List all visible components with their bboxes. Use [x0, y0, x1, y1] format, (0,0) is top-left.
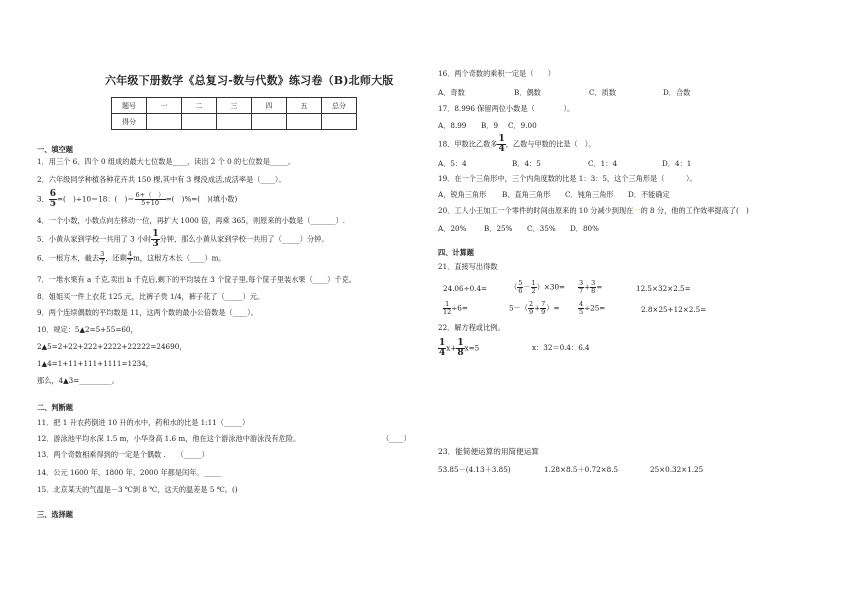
q18-fraction: [497, 135, 505, 154]
question-18: [438, 135, 596, 154]
q5-fraction: [151, 230, 159, 249]
q18-option-b: B．4：5: [512, 159, 541, 168]
page-title: 六年级下册数学《总复习-数与代数》练习卷（B)北师大版: [105, 74, 394, 87]
q18-option-d: D．4：1: [662, 159, 692, 168]
question-10-line-4: 那么，4▲3=_________。: [37, 376, 119, 385]
q20-suffix: 的 8 分，他的工作效率提高了( ): [640, 206, 749, 215]
fraction-denominator: 5+10: [141, 199, 159, 207]
calc-text: ）×30=: [536, 282, 566, 292]
fraction-denominator: 7: [579, 287, 584, 295]
fraction-numerator: 1: [498, 134, 505, 144]
fraction-numerator: 1: [439, 338, 446, 348]
calc-text: （: [510, 282, 518, 292]
calc-item-h: 2.8×25+12×2.5=: [641, 305, 707, 314]
q20-option-a: A．20%: [438, 224, 467, 233]
calc-item-g: [578, 301, 605, 316]
fraction-numerator: 7: [541, 300, 546, 308]
fraction-numerator: 3: [579, 279, 584, 287]
calc-item-c: [578, 280, 602, 295]
question-10: 10．规定：5▲2=5+55=60，: [37, 325, 138, 334]
question-12-answer-blank: （____）: [382, 434, 411, 443]
question-7: 7．一堆水果有 a 千克,卖出 b 千克后,剩下的平均装在 3 个筐子里,每个筐子里装水果（____）千克。: [37, 275, 356, 284]
question-12: 12．游泳池平均水深 1.5 m，小华身高 1.6 m，他在这个游泳池中游泳没有危险。: [37, 434, 301, 443]
q3-suffix: =( )%=( )(填小数): [165, 194, 238, 204]
equation-text: x=5: [464, 343, 480, 353]
fraction-numerator: 4: [579, 300, 584, 308]
q6-middle: ，还剩: [105, 253, 127, 263]
fraction-denominator: 7: [100, 258, 105, 266]
fraction-numerator: 1: [152, 229, 159, 239]
q19-option-a: A．锐角三角形: [438, 190, 487, 199]
calc-item-e: [443, 301, 468, 316]
calc-text: +: [534, 303, 541, 313]
calc-item-f: [509, 301, 559, 316]
calc-text: ÷6=: [451, 303, 468, 313]
fraction-denominator: 12: [443, 308, 452, 316]
q3-prefix: 3．: [37, 194, 49, 204]
q20-option-c: C．35%: [527, 224, 556, 233]
score-table-row: [112, 114, 357, 130]
calc-text: ÷25=: [584, 303, 606, 313]
equation-b: x：32＝0.4：6.4: [532, 343, 590, 352]
fraction-numerator: 5: [518, 279, 523, 287]
question-3: [37, 190, 237, 209]
fraction-denominator: 4: [498, 144, 505, 154]
simplify-item-1: 53.85－(4.13＋3.85): [438, 465, 511, 474]
fraction-numerator: 1: [457, 338, 464, 348]
question-22: 22．解方程或比例。: [438, 323, 505, 332]
q16-option-a: A．奇数: [438, 88, 465, 97]
score-input-cell[interactable]: [147, 114, 182, 130]
fraction-numerator: 6: [49, 189, 57, 199]
fraction-denominator: 5: [579, 308, 584, 316]
calc-text: =: [596, 282, 603, 292]
score-table-header: [112, 98, 357, 114]
fraction-denominator: 3: [152, 239, 159, 249]
question-16: 16．两个奇数的乘积一定是（ ）: [438, 69, 555, 78]
q16-option-b: B．偶数: [514, 88, 541, 97]
equation-a: [438, 339, 479, 358]
fraction-numerator: 4: [127, 250, 132, 258]
score-input-cell[interactable]: [182, 114, 217, 130]
fraction-denominator: 7: [127, 258, 132, 266]
score-input-cell[interactable]: [287, 114, 322, 130]
q18-prefix: 18．甲数比乙数多: [438, 139, 498, 149]
question-20: [438, 206, 749, 215]
q18-option-c: C．1：4: [588, 159, 618, 168]
q18-suffix: ，乙数与甲数的比是（ ）。: [505, 139, 596, 149]
calc-item-a: 24.06÷0.4=: [443, 284, 488, 293]
calc-item-d: 12.5×32×2.5=: [636, 284, 691, 293]
score-header-cell: 二: [182, 98, 217, 114]
q3-middle: =( )÷10＝18：( )＝: [57, 194, 135, 204]
score-input-cell[interactable]: [217, 114, 252, 130]
q20-option-d: D．80%: [570, 224, 599, 233]
q16-option-d: D．合数: [663, 88, 691, 97]
calc-item-b: [510, 280, 565, 295]
q19-option-b: B．直角三角形: [502, 190, 551, 199]
q6-prefix: 6．一根方木，截去: [37, 253, 100, 263]
question-19: 19．在一个三角形中，三个内角度数的比是 1：3：5，这个三角形是（ ）。: [438, 174, 697, 183]
score-header-cell: 题号: [112, 98, 147, 114]
q5-suffix: 分钟，那么小黄从家到学校一共用了（_____）分钟。: [159, 234, 329, 244]
question-10-line-2: 2▲5=2+22+222+2222+22222=24690，: [37, 342, 187, 351]
section-choice-heading: 三、选择题: [37, 510, 73, 519]
score-header-cell: 一: [147, 98, 182, 114]
fraction-denominator: 6: [518, 287, 523, 295]
fraction-denominator: 9: [541, 308, 546, 316]
q18-option-a: A．5：4: [438, 159, 467, 168]
simplify-item-2: 1.28×8.5＋0.72×8.5: [544, 465, 619, 474]
question-9: 9．两个连续偶数的平均数是 11，这两个数的最小公倍数是（____）。: [37, 308, 258, 317]
score-input-cell[interactable]: [252, 114, 287, 130]
q6-suffix: m，这根方木长（____）m。: [132, 253, 226, 263]
question-1: 1．用三个 6、四个 0 组成的最大七位数是____，读出 2 个 0 的七位数是_____。: [37, 157, 296, 166]
question-2: 2．六年级同学种植各种花卉共 150 棵,其中有 3 棵没成活,成活率是（____）。: [37, 175, 286, 184]
calc-text: ）=: [546, 303, 560, 313]
fraction-denominator: 5: [49, 199, 57, 209]
question-15: 15．北京某天的气温是－3 ℃到 8 ℃，这天的温差是 5 ℃。(): [37, 485, 238, 494]
q17-option-a: A．8.99: [438, 121, 467, 130]
fraction-numerator: 3: [100, 250, 105, 258]
score-header-cell: 五: [287, 98, 322, 114]
q20-option-b: B．25%: [484, 224, 513, 233]
calc-text: 5－（: [509, 303, 528, 313]
question-10-line-3: 1▲4=1+11+111+1111=1234，: [37, 359, 153, 368]
section-judge-heading: 二、判断题: [37, 403, 73, 412]
question-11: 11．把 1 升农药倒进 10 升的水中，药和水的比是 1:11（_____）: [37, 418, 250, 427]
simplify-item-3: 25×0.32×1.25: [650, 465, 704, 474]
section-calc-heading: 四、计算题: [438, 248, 474, 257]
question-17: 17．8.996 保留两位小数是（ ）。: [438, 104, 575, 113]
q17-option-c: C．9.00: [508, 121, 537, 130]
question-5: [37, 230, 329, 249]
fraction-numerator: 2: [528, 300, 534, 308]
question-6: [37, 251, 226, 266]
fraction-denominator: 8: [591, 287, 596, 295]
score-table: [111, 97, 357, 130]
equation-text: x+: [446, 343, 457, 353]
fraction-denominator: 8: [457, 348, 464, 358]
question-8: 8．姐姐买一件上衣花 125 元，比裤子贵 1/4，裤子花了（_____）元。: [37, 292, 265, 301]
fraction-denominator: 2: [531, 287, 536, 295]
question-14: 14．公元 1600 年、1800 年、2000 年都是闰年。_____: [37, 468, 222, 477]
score-header-cell: 总分: [322, 98, 357, 114]
calc-text: －: [523, 282, 531, 292]
equation-fraction: [456, 339, 464, 358]
question-4: 4．一个小数，小数点向左移动一位，再扩大 1000 倍，再乘 365，则原来的小数是（_______）.: [37, 216, 346, 225]
fraction-numerator: 6+（ ）: [135, 191, 165, 199]
fraction-numerator: 3: [591, 279, 596, 287]
score-header-cell: 三: [217, 98, 252, 114]
score-row-label: 得分: [112, 114, 147, 130]
q5-prefix: 5．小黄从家到学校一共用了 3 小时: [37, 234, 152, 244]
q20-prefix: 20．工人小王加工一个零件的时间由原来的 10 分减少到现在: [438, 206, 634, 215]
calc-text: +: [584, 282, 591, 292]
q19-option-d: D．不能确定: [628, 190, 670, 199]
q19-option-c: C．钝角三角形: [565, 190, 614, 199]
fraction-numerator: 1: [443, 301, 451, 309]
q3-fraction-1: [49, 190, 57, 209]
q16-option-c: C．质数: [589, 88, 617, 97]
question-13: 13．两个奇数相乘得到的一定是个偶数 . （_____）: [37, 450, 209, 459]
question-21: 21．直接写出得数: [438, 262, 498, 271]
fraction-denominator: 4: [439, 348, 446, 358]
score-header-cell: 四: [252, 98, 287, 114]
score-input-cell[interactable]: [322, 114, 357, 130]
fraction-denominator: 9: [528, 308, 534, 316]
q20-dash: 一: [633, 206, 641, 215]
section-fill-heading: 一、填空题: [37, 145, 73, 154]
q17-option-b: B．9: [481, 121, 499, 130]
q3-fraction-2: [135, 192, 166, 207]
fraction-numerator: 1: [531, 279, 536, 287]
question-23: 23．能简便运算的用简便运算: [438, 447, 539, 456]
